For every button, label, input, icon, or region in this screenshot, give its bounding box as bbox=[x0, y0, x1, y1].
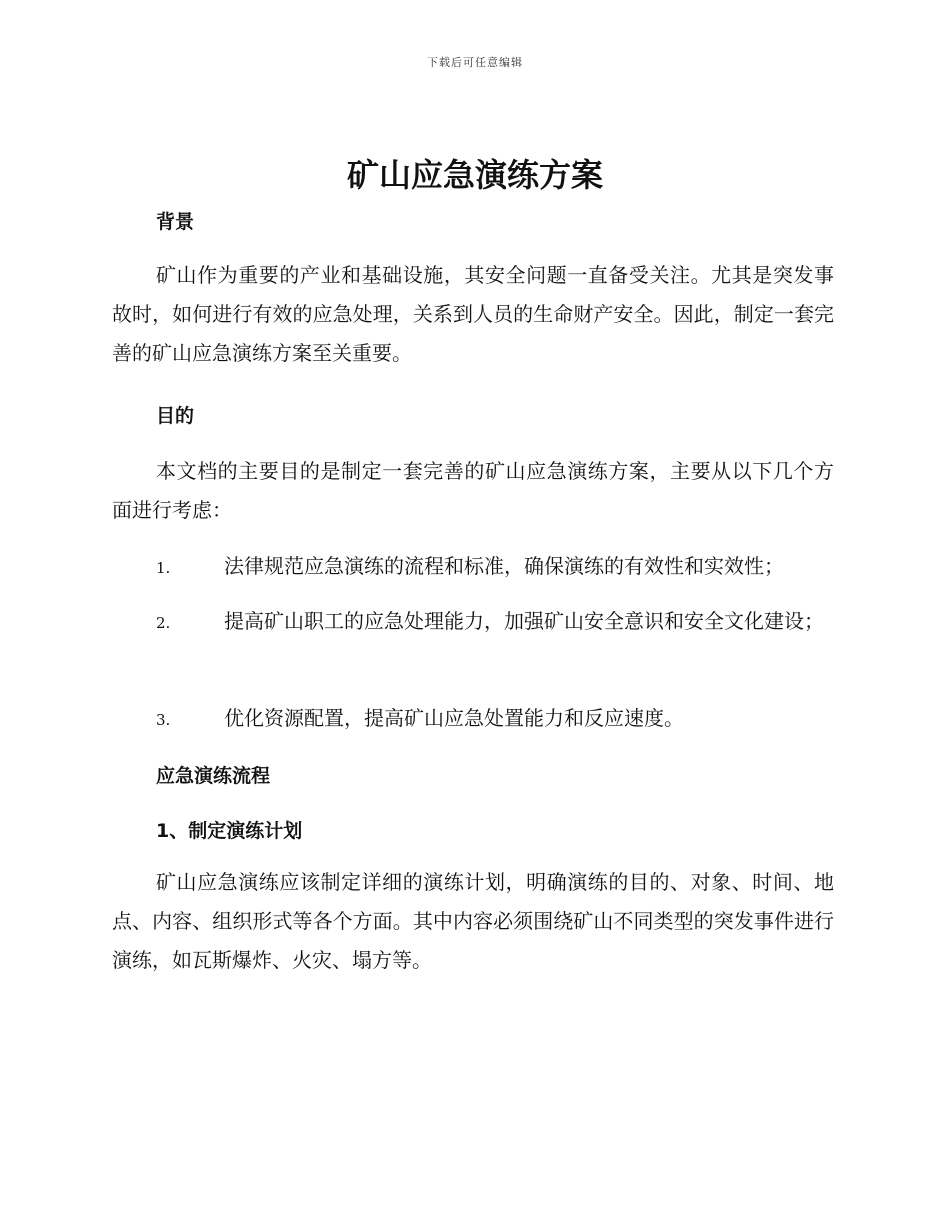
heading-process: 应急演练流程 bbox=[156, 765, 271, 787]
list-item-2 bbox=[112, 597, 834, 647]
list-number: 1. bbox=[156, 559, 171, 577]
subheading-plan: 1、制定演练计划 bbox=[156, 820, 303, 842]
header-note: 下载后可任意编辑 bbox=[427, 56, 523, 69]
list-text: 提高矿山职工的应急处理能力，加强矿山安全意识和安全文化建设； bbox=[224, 609, 824, 633]
list-number: 2. bbox=[156, 614, 171, 632]
list-item-3 bbox=[112, 694, 834, 744]
list-number: 3. bbox=[156, 711, 171, 729]
paragraph-background: 矿山作为重要的产业和基础设施，其安全问题一直备受关注。尤其是突发事故时，如何进行有效的应急处理，关系到人员的生命财产安全。因此，制定一套完善的矿山应急演练方案至关重要。 bbox=[112, 263, 834, 365]
document-title: 矿山应急演练方案 bbox=[346, 156, 603, 194]
heading-background: 背景 bbox=[156, 211, 195, 233]
paragraph-plan: 矿山应急演练应该制定详细的演练计划，明确演练的目的、对象、时间、地点、内容、组织形式等各个方面。其中内容必须围绕矿山不同类型的突发事件进行演练，如瓦斯爆炸、火灾、塌方等。 bbox=[112, 870, 834, 972]
paragraph-purpose: 本文档的主要目的是制定一套完善的矿山应急演练方案，主要从以下几个方面进行考虑： bbox=[112, 459, 834, 522]
list-item-1 bbox=[112, 542, 834, 592]
list-text: 优化资源配置，提高矿山应急处置能力和反应速度。 bbox=[224, 706, 684, 730]
list-text: 法律规范应急演练的流程和标准，确保演练的有效性和实效性； bbox=[224, 554, 784, 578]
heading-purpose: 目的 bbox=[156, 405, 195, 427]
